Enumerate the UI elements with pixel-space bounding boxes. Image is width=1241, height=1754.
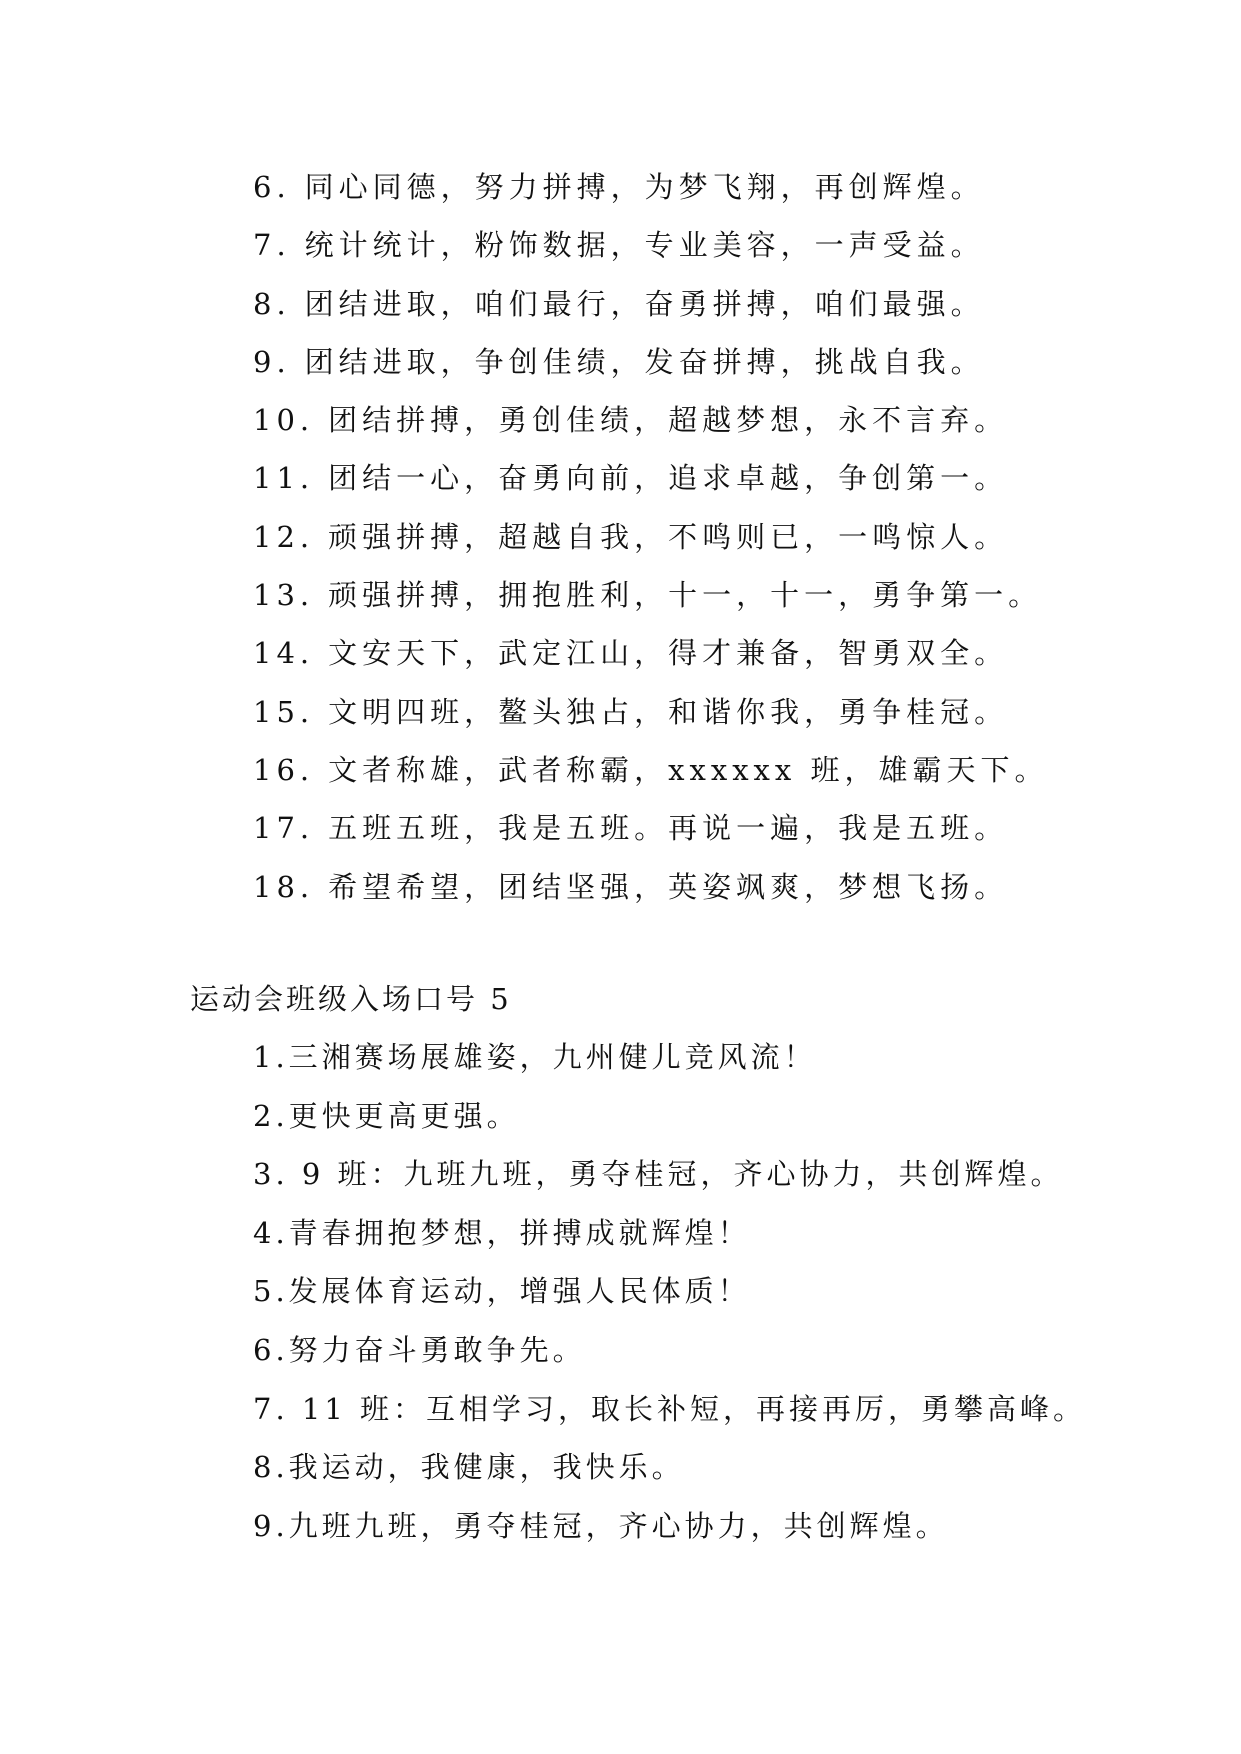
item-number: 8. — [253, 286, 291, 321]
list-item: 1.三湘赛场展雄姿，九州健儿竞风流！ — [253, 1040, 817, 1074]
item-text: 文明四班，鳌头独占，和谐你我，勇争桂冠。 — [328, 694, 1009, 729]
item-number: 13. — [253, 578, 315, 613]
item-text: 希望希望，团结坚强，英姿飒爽，梦想飞扬。 — [328, 869, 1009, 904]
list-item — [0, 275, 1241, 333]
item-number: 9. — [253, 344, 291, 379]
item-text: 团结进取，咱们最行，奋勇拼搏，咱们最强。 — [304, 286, 985, 321]
list-item: 7. 11 班：互相学习，取长补短，再接再厉，勇攀高峰。 — [253, 1391, 1087, 1426]
item-text: 统计统计，粉饰数据，专业美容，一声受益。 — [304, 228, 985, 263]
item-text: 文者称雄，武者称霸，xxxxxx 班，雄霸天下。 — [328, 752, 1049, 787]
item-number: 18. — [253, 869, 315, 904]
item-number: 15. — [253, 694, 315, 729]
item-text: 团结进取，争创佳绩，发奋拼搏，挑战自我。 — [304, 344, 985, 379]
slogan-list-5 — [0, 1028, 1241, 1555]
list-item: 6.努力奋斗勇敢争先。 — [253, 1332, 586, 1367]
list-item — [0, 624, 1241, 682]
item-text: 五班五班，我是五班。再说一遍，我是五班。 — [328, 811, 1009, 846]
list-item — [0, 683, 1241, 741]
item-text: 团结拼搏，勇创佳绩，超越梦想，永不言弃。 — [328, 403, 1009, 438]
list-item — [0, 158, 1241, 216]
item-text: 顽强拼搏，超越自我，不鸣则已，一鸣惊人。 — [328, 519, 1009, 554]
item-number: 17. — [253, 811, 315, 846]
item-number: 12. — [253, 519, 315, 554]
list-item — [0, 799, 1241, 857]
slogan-list-continued — [0, 158, 1241, 916]
item-number: 7. — [253, 228, 291, 263]
list-item — [0, 449, 1241, 507]
list-item — [0, 741, 1241, 799]
item-text: 顽强拼搏，拥抱胜利，十一，十一，勇争第一。 — [328, 578, 1043, 613]
list-item: 4.青春拥抱梦想，拼搏成就辉煌！ — [253, 1215, 751, 1250]
list-item: 9.九班九班，勇夺桂冠，齐心协力，共创辉煌。 — [253, 1508, 949, 1543]
item-number: 6. — [253, 170, 291, 204]
item-text: 团结一心，奋勇向前，追求卓越，争创第一。 — [328, 461, 1009, 496]
list-item — [0, 391, 1241, 449]
item-number: 11. — [253, 461, 315, 496]
list-item: 8.我运动，我健康，我快乐。 — [253, 1450, 685, 1485]
item-number: 10. — [253, 403, 315, 438]
section-heading: 运动会班级入场口号 5 — [190, 982, 512, 1016]
item-number: 14. — [253, 636, 315, 671]
item-text: 文安天下，武定江山，得才兼备，智勇双全。 — [328, 636, 1009, 671]
list-item: 5.发展体育运动，增强人民体质！ — [253, 1274, 751, 1309]
item-text: 同心同德，努力拼搏，为梦飞翔，再创辉煌。 — [304, 170, 985, 204]
list-item: 3. 9 班：九班九班，勇夺桂冠，齐心协力，共创辉煌。 — [253, 1157, 1064, 1192]
list-item — [0, 858, 1241, 916]
list-item — [0, 216, 1241, 274]
list-item: 2.更快更高更强。 — [253, 1098, 520, 1133]
item-number: 16. — [253, 752, 315, 787]
list-item — [0, 508, 1241, 566]
list-item — [0, 333, 1241, 391]
list-item — [0, 566, 1241, 624]
